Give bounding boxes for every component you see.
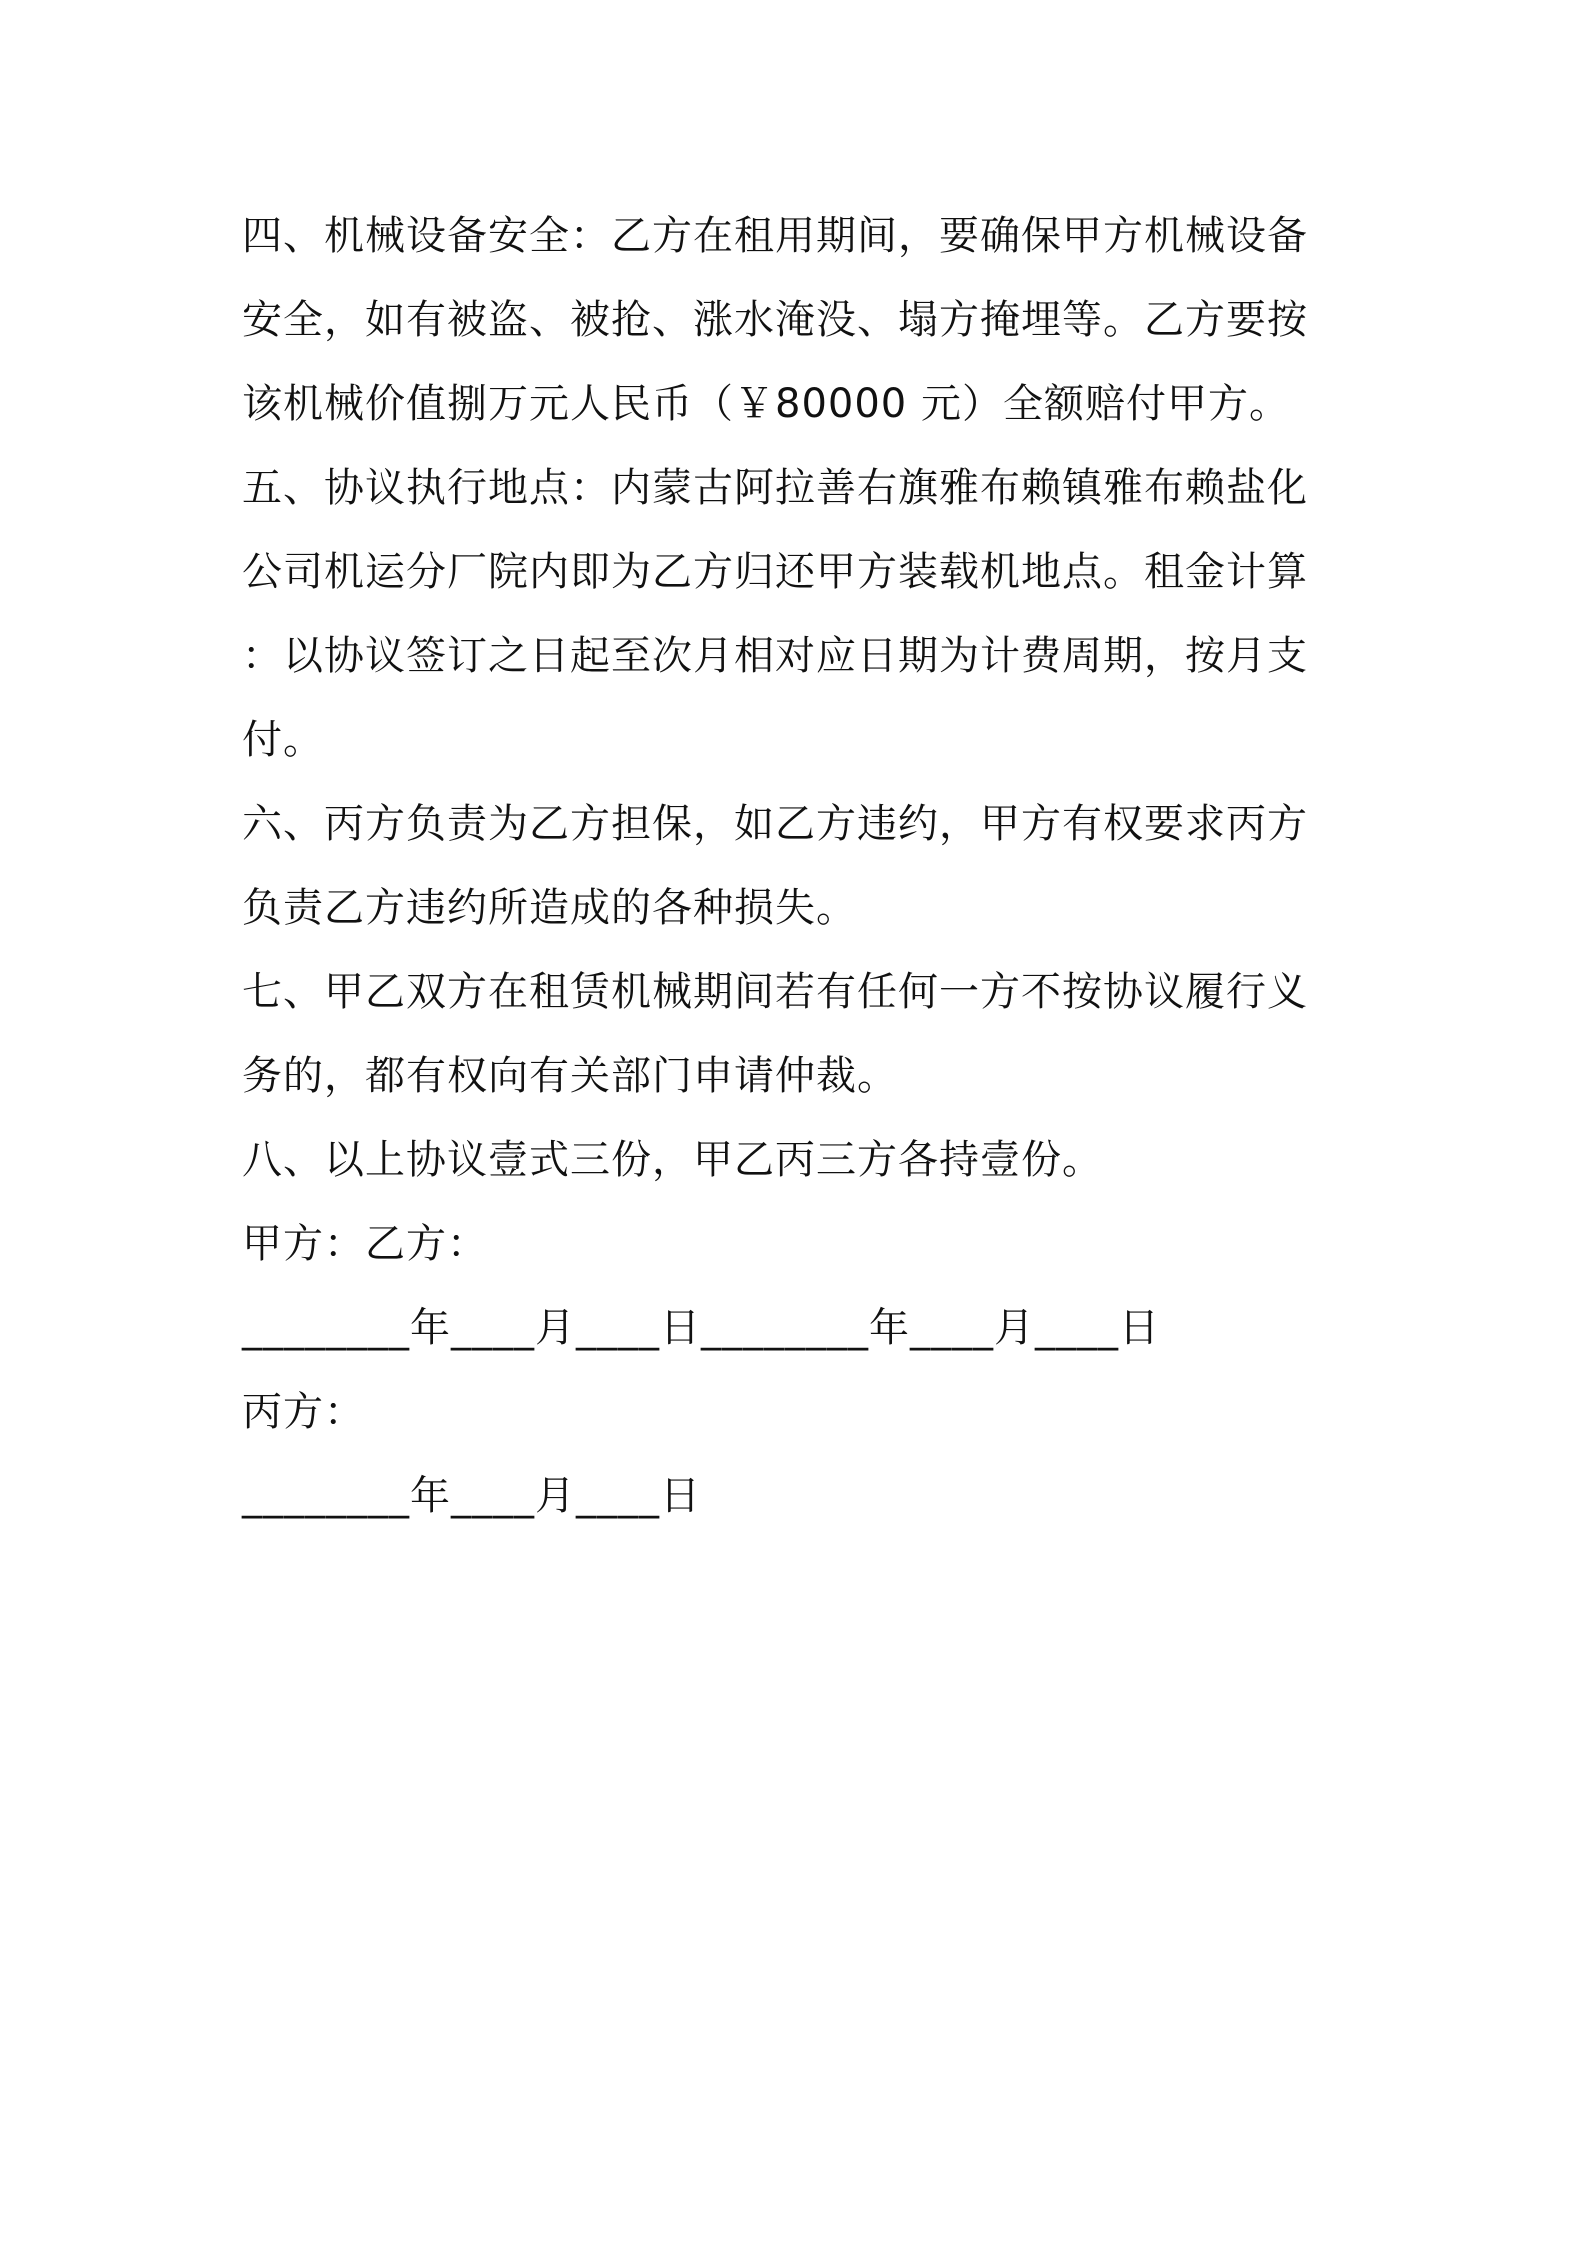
clause-5-line-3: ：以协议签订之日起至次月相对应日期为计费周期，按月支 [242, 633, 1308, 679]
clause-5-line-4: 付。 [242, 717, 324, 763]
clause-4-line-1: 四、机械设备安全：乙方在租用期间，要确保甲方机械设备 [242, 213, 1308, 259]
clause-6-line-2: 负责乙方违约所造成的各种损失。 [242, 885, 857, 931]
clause-7-line-2: 务的，都有权向有关部门申请仲裁。 [242, 1053, 898, 1099]
clause-6 [242, 782, 1352, 950]
document-body [242, 194, 1352, 1538]
party-c-date-line: ________年____月____日 [242, 1473, 701, 1519]
party-c-label: 丙方： [242, 1389, 365, 1435]
party-ab-date-line: ________年____月____日________年____月____日 [242, 1305, 1160, 1351]
clause-4-line-2: 安全，如有被盗、被抢、涨水淹没、塌方掩埋等。乙方要按 [242, 297, 1308, 343]
clause-8 [242, 1118, 1352, 1202]
clause-4-line-3: 该机械价值捌万元人民币（￥80000 元）全额赔付甲方。 [242, 381, 1290, 427]
clause-7-line-1: 七、甲乙双方在租赁机械期间若有任何一方不按协议履行义 [242, 969, 1308, 1015]
signature-block [242, 1202, 1352, 1538]
clause-8-line-1: 八、以上协议壹式三份，甲乙丙三方各持壹份。 [242, 1137, 1103, 1183]
clause-5-line-1: 五、协议执行地点：内蒙古阿拉善右旗雅布赖镇雅布赖盐化 [242, 465, 1308, 511]
clause-7 [242, 950, 1352, 1118]
clause-5 [242, 446, 1352, 782]
clause-4 [242, 194, 1352, 446]
clause-6-line-1: 六、丙方负责为乙方担保，如乙方违约，甲方有权要求丙方 [242, 801, 1308, 847]
party-ab-label: 甲方：乙方： [242, 1221, 488, 1267]
clause-5-line-2: 公司机运分厂院内即为乙方归还甲方装载机地点。租金计算 [242, 549, 1308, 595]
